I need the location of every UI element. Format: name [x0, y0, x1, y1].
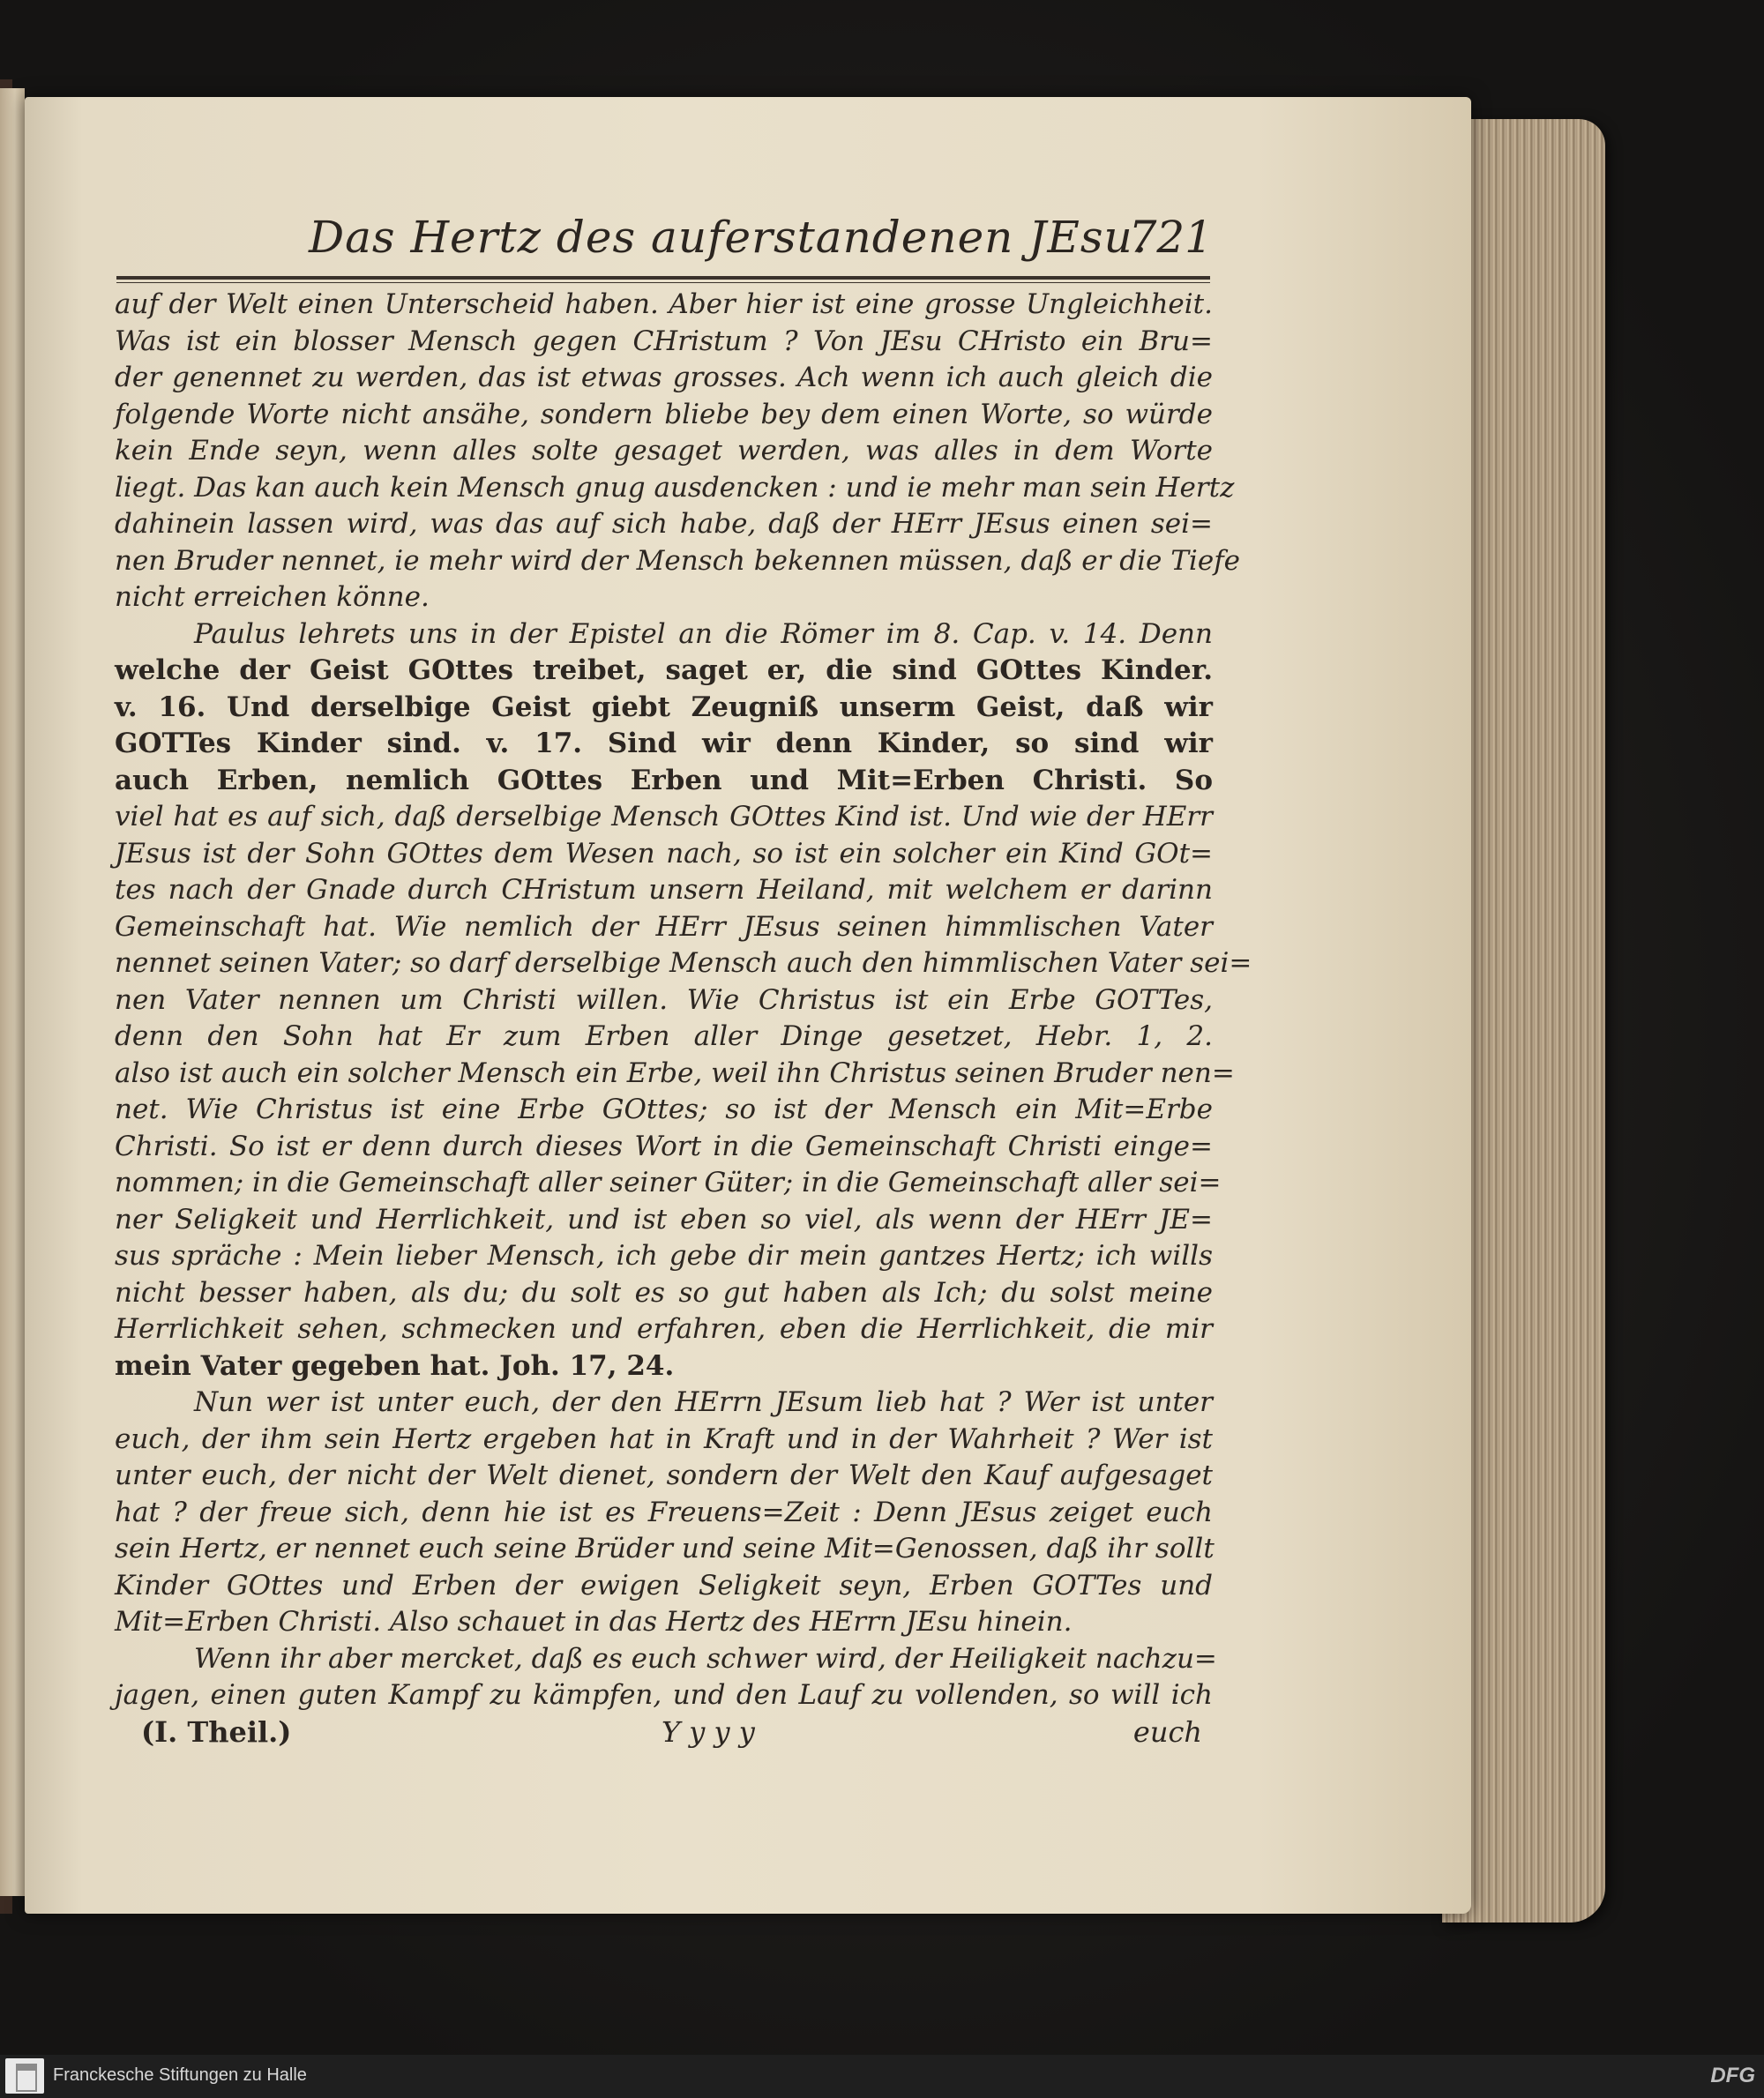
text-line: GOTTes Kinder sind. v. 17. Sind wir denn Kinder, so sind wir	[115, 728, 1213, 759]
text-line: Was ist ein blosser Mensch gegen CHristum ? Von JEsu CHristo ein Bru=	[115, 325, 1213, 357]
text-line: jagen, einen guten Kampf zu kämpfen, und den Lauf zu vollenden, so will ich	[115, 1679, 1213, 1711]
viewer-footer-bar	[0, 2055, 1764, 2098]
paragraph-start-line: Wenn ihr aber mercket, daß es euch schwer wird, der Heiligkeit nachzu=	[194, 1642, 1217, 1675]
text-line: tes nach der Gnade durch CHristum unsern Heiland, mit welchem er darinn	[115, 874, 1213, 906]
text-line: sus spräche : Mein lieber Mensch, ich gebe dir mein gantzes Hertz; ich wills	[115, 1240, 1213, 1272]
text-line: Mit=Erben Christi. Also schauet in das Hertz des HErrn JEsu hinein.	[115, 1606, 1073, 1638]
institution-logo-icon[interactable]	[5, 2058, 44, 2094]
text-line: JEsus ist der Sohn GOttes dem Wesen nach, so ist ein solcher ein Kind GOt=	[115, 837, 1213, 870]
left-page-edge	[0, 88, 25, 1896]
paragraph-start-line: Paulus lehrets uns in der Epistel an die Römer im 8. Cap. v. 14. Denn	[194, 617, 1213, 650]
text-line: Gemeinschaft hat. Wie nemlich der HErr JEsus seinen himmlischen Vater	[115, 910, 1213, 943]
catchword: euch	[1132, 1715, 1202, 1749]
text-line: dahinein lassen wird, was das auf sich habe, daß der HErr JEsus einen sei=	[115, 508, 1213, 540]
paragraph-start-line: Nun wer ist unter euch, der den HErrn JEsum lieb hat ? Wer ist unter	[194, 1386, 1213, 1418]
text-line: nicht erreichen könne.	[115, 581, 430, 613]
text-line: sein Hertz, er nennet euch seine Brüder und seine Mit=Genossen, daß ihr sollt	[115, 1533, 1215, 1564]
text-line: mein Vater gegeben hat. Joh. 17, 24.	[115, 1349, 675, 1382]
running-title: Das Hertz des auferstandenen JEsu.	[309, 212, 1148, 263]
text-line: nennet seinen Vater; so darf derselbige Mensch auch den himmlischen Vater sei=	[115, 947, 1252, 979]
page-body	[115, 287, 1252, 1714]
text-line: hat ? der freue sich, denn hie ist es Freuens=Zeit : Denn JEsus zeiget euch	[115, 1496, 1213, 1528]
header-rule-thin	[116, 282, 1210, 283]
part-label: (I. Theil.)	[141, 1715, 292, 1749]
text-line: auch Erben, nemlich GOttes Erben und Mit=Erben Christi. So	[115, 764, 1213, 796]
text-line: folgende Worte nicht ansähe, sondern bliebe bey dem einen Worte, so würde	[115, 398, 1213, 430]
signature-mark: Y y y y	[662, 1715, 755, 1749]
text-line: unter euch, der nicht der Welt dienet, sondern der Welt den Kauf aufgesaget	[115, 1460, 1213, 1491]
text-line: kein Ende seyn, wenn alles solte gesaget werden, was alles in dem Worte	[115, 435, 1213, 467]
text-line: Christi. So ist er denn durch dieses Wort in die Gemeinschaft Christi einge=	[115, 1130, 1213, 1162]
text-line: Herrlichkeit sehen, schmecken und erfahren, eben die Herrlichkeit, die mir	[115, 1313, 1213, 1345]
text-line: auf der Welt einen Unterscheid haben. Aber hier ist eine grosse Ungleichheit.	[115, 288, 1213, 320]
header-rule	[116, 276, 1210, 280]
page-footer	[115, 1715, 1213, 1755]
page-number: 721	[1128, 212, 1213, 263]
text-line: v. 16. Und derselbige Geist giebt Zeugniß unserm Geist, daß wir	[115, 691, 1213, 723]
dfg-logo[interactable]: DFG	[1710, 2064, 1755, 2087]
text-line: nen Bruder nennet, ie mehr wird der Mensch bekennen müssen, daß er die Tiefe	[115, 544, 1241, 577]
text-line: also ist auch ein solcher Mensch ein Erbe, weil ihn Christus seinen Bruder nen=	[115, 1056, 1235, 1089]
text-line: der genennet zu werden, das ist etwas grosses. Ach wenn ich auch gleich die	[115, 362, 1213, 393]
text-line: nicht besser haben, als du; du solt es so gut haben als Ich; du solst meine	[115, 1276, 1213, 1309]
text-line: Kinder GOttes und Erben der ewigen Seligkeit seyn, Erben GOTTes und	[115, 1569, 1213, 1601]
institution-name[interactable]: Franckesche Stiftungen zu Halle	[53, 2065, 307, 2085]
text-line: welche der Geist GOttes treibet, saget er, die sind GOttes Kinder.	[115, 654, 1213, 686]
text-line: ner Seligkeit und Herrlichkeit, und ist eben so viel, als wenn der HErr JE=	[115, 1203, 1213, 1236]
text-line: nen Vater nennen um Christi willen. Wie Christus ist ein Erbe GOTTes,	[115, 983, 1213, 1016]
text-line: denn den Sohn hat Er zum Erben aller Dinge gesetzet, Hebr. 1, 2.	[115, 1020, 1213, 1052]
text-line: euch, der ihm sein Hertz ergeben hat in Kraft und in der Wahrheit ? Wer ist	[115, 1422, 1213, 1455]
text-line: viel hat es auf sich, daß derselbige Mensch GOttes Kind ist. Und wie der HErr	[115, 801, 1213, 832]
page-header	[115, 212, 1213, 273]
text-line: nommen; in die Gemeinschaft aller seiner Güter; in die Gemeinschaft aller sei=	[115, 1167, 1222, 1198]
text-line: liegt. Das kan auch kein Mensch gnug ausdencken : und ie mehr man sein Hertz	[115, 471, 1235, 504]
text-line: net. Wie Christus ist eine Erbe GOttes; so ist der Mensch ein Mit=Erbe	[115, 1094, 1213, 1125]
